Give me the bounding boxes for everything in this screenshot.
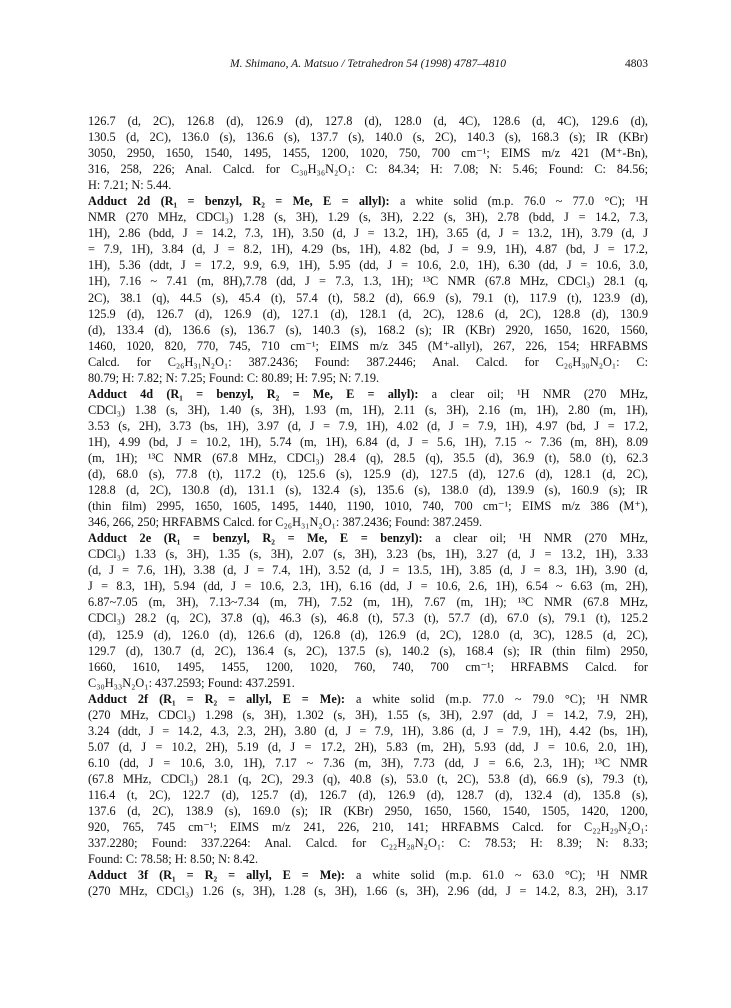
text-line	[88, 819, 648, 835]
line-text: (thin film) 2995, 1650, 1605, 1495, 1440, 1190, 1010, 740, 700 cm⁻¹; EIMS m/z 386 (M⁺),	[88, 499, 648, 514]
line-text: (d), 133.4 (d), 136.6 (s), 136.7 (s), 140.3 (s), 168.2 (s); IR (KBr) 2920, 1650, 1620, 1560,	[88, 322, 648, 337]
text-line	[88, 129, 648, 145]
compound-heading: Adduct 3f (R₁ = R₂ = allyl, E = Me):	[88, 868, 345, 883]
text-line	[88, 193, 648, 209]
page-number: 4803	[625, 58, 648, 70]
text-line	[88, 787, 648, 803]
text-line	[88, 562, 648, 578]
text-line	[88, 209, 648, 225]
compound-heading: Adduct 2f (R₁ = R₂ = allyl, E = Me):	[88, 691, 345, 706]
line-text: a clear oil; ¹H NMR (270 MHz,	[418, 386, 648, 401]
text-line	[88, 322, 648, 338]
line-text: 920, 765, 745 cm⁻¹; EIMS m/z 241, 226, 210, 141; HRFABMS Calcd. for C₂₂H₂₉N₂O₁:	[88, 820, 648, 835]
compound-heading: Adduct 4d (R₁ = benzyl, R₂ = Me, E = allyl):	[88, 386, 419, 401]
line-text: (270 MHz, CDCl₃) 1.26 (s, 3H), 1.28 (s, 3H), 1.66 (s, 3H), 2.96 (dd, J = 14.2, 8.3, 2H), 3.17	[88, 884, 648, 899]
line-text: (d), 68.0 (s), 77.8 (t), 117.2 (t), 125.6 (s), 125.9 (d), 127.5 (d), 127.6 (d), 128.1 (d, 2C),	[88, 467, 648, 482]
text-line	[88, 434, 648, 450]
text-line	[88, 546, 648, 562]
text-line	[88, 306, 648, 322]
text-line	[88, 659, 648, 675]
text-line	[88, 594, 648, 610]
text-line	[88, 530, 648, 546]
line-text: 80.79; H: 7.82; N: 7.25; Found: C: 80.89; H: 7.95; N: 7.19.	[88, 370, 380, 385]
line-text: 116.4 (t, 2C), 122.7 (d), 125.7 (d), 126.7 (d), 126.9 (d), 128.7 (d), 132.4 (d), 135.8 (s),	[88, 787, 648, 802]
text-line	[88, 145, 648, 161]
text-line	[88, 466, 648, 482]
text-line	[88, 177, 648, 193]
line-text: CDCl₃) 1.38 (s, 3H), 1.40 (s, 3H), 1.93 (m, 1H), 2.11 (s, 3H), 2.16 (m, 1H), 2.80 (m, 1H),	[88, 402, 648, 417]
text-line	[88, 675, 648, 691]
line-text: 126.7 (d, 2C), 126.8 (d), 126.9 (d), 127.8 (d), 128.0 (d, 4C), 128.6 (d, 4C), 129.6 (d),	[88, 114, 648, 128]
line-text: 1660, 1610, 1495, 1455, 1200, 1020, 760, 740, 700 cm⁻¹; HRFABMS Calcd. for	[88, 659, 648, 674]
line-text: (67.8 MHz, CDCl₃) 28.1 (q, 2C), 29.3 (q), 40.8 (s), 53.0 (t, 2C), 53.8 (d), 66.9 (s), 79.3 (t),	[88, 771, 648, 786]
line-text: 137.6 (d, 2C), 138.9 (s), 169.0 (s); IR (KBr) 2950, 1650, 1560, 1540, 1505, 1420, 1200,	[88, 804, 648, 819]
text-line	[88, 643, 648, 659]
line-text: H: 7.21; N: 5.44.	[88, 178, 172, 193]
line-text: (d, J = 7.6, 1H), 3.38 (d, J = 7.4, 1H), 3.52 (d, J = 13.5, 1H), 3.85 (d, J = 8.3, 1H), 3.90 (d,	[88, 563, 648, 578]
text-line	[88, 273, 648, 289]
text-line	[88, 514, 648, 530]
text-line	[88, 498, 648, 514]
line-text: 1460, 1020, 820, 770, 745, 710 cm⁻¹; EIMS m/z 345 (M⁺-allyl), 267, 226, 154; HRFABMS	[88, 338, 648, 353]
text-line	[88, 883, 648, 899]
line-text: (270 MHz, CDCl₃) 1.298 (s, 3H), 1.302 (s, 3H), 1.55 (s, 3H), 2.97 (dd, J = 14.2, 7.9, 2H),	[88, 707, 648, 722]
line-text: 1H), 2.86 (bdd, J = 14.2, 7.3, 1H), 3.50 (d, J = 13.2, 1H), 3.65 (d, J = 13.2, 1H), 3.79 (d, J	[88, 226, 648, 241]
text-line	[88, 691, 648, 707]
line-text: 3.24 (ddt, J = 14.2, 4.3, 2.3, 2H), 3.80 (d, J = 7.9, 1H), 3.86 (d, J = 7.9, 1H), 4.42 (bs, 1H),	[88, 723, 648, 738]
line-text: 337.2280; Found: 337.2264: Anal. Calcd. for C₂₂H₂₈N₂O₁: C: 78.53; H: 8.39; N: 8.33;	[88, 836, 648, 851]
line-text: 128.8 (d, 2C), 130.8 (d), 131.1 (s), 132.4 (s), 135.6 (s), 138.0 (d), 139.9 (s), 160.9 (s); IR	[88, 483, 648, 498]
line-text: 316, 258, 226; Anal. Calcd. for C₃₀H₃₆N₂O₁: C: 84.34; H: 7.08; N: 5.46; Found: C: 84.56;	[88, 162, 648, 177]
line-text: 1H), 5.36 (ddt, J = 17.2, 9.9, 6.9, 1H), 5.95 (dd, J = 10.6, 2.0, 1H), 6.30 (dd, J = 10.6, 3.0,	[88, 258, 648, 273]
text-line	[88, 482, 648, 498]
text-line	[88, 402, 648, 418]
running-head	[88, 58, 648, 74]
line-text: Found: C: 78.58; H: 8.50; N: 8.42.	[88, 852, 259, 867]
line-text: 346, 266, 250; HRFABMS Calcd. for C₂₆H₃₁N₂O₁: 387.2436; Found: 387.2459.	[88, 515, 483, 530]
text-line	[88, 338, 648, 354]
text-line	[88, 771, 648, 787]
line-text: 3050, 2950, 1650, 1540, 1495, 1455, 1200, 1020, 750, 700 cm⁻¹; EIMS m/z 421 (M⁺-Bn),	[88, 146, 648, 161]
text-line	[88, 610, 648, 626]
line-text: 130.5 (d, 2C), 136.0 (s), 136.6 (s), 137.7 (s), 140.0 (s, 2C), 140.3 (s), 168.3 (s); IR (KBr)	[88, 130, 648, 145]
line-text: 1H), 4.99 (bd, J = 10.2, 1H), 5.74 (m, 1H), 6.84 (d, J = 5.6, 1H), 7.15 ~ 7.36 (m, 8H), 8.09	[88, 434, 648, 449]
line-text: 125.9 (d), 126.7 (d), 126.9 (d), 127.1 (d), 128.1 (d, 2C), 128.6 (d, 2C), 128.8 (d), 130.9	[88, 306, 648, 321]
text-line	[88, 803, 648, 819]
text-line	[88, 418, 648, 434]
line-text: NMR (270 MHz, CDCl₃) 1.28 (s, 3H), 1.29 (s, 3H), 2.22 (s, 3H), 2.78 (bdd, J = 14.2, 7.3,	[88, 210, 648, 225]
text-line	[88, 257, 648, 273]
text-line	[88, 290, 648, 306]
experimental-text	[88, 113, 648, 899]
line-text: J = 8.3, 1H), 5.94 (dd, J = 10.6, 2.3, 1H), 6.16 (dd, J = 10.6, 2.6, 1H), 6.54 ~ 6.63 (m, 2H),	[88, 579, 648, 594]
compound-heading: Adduct 2d (R₁ = benzyl, R₂ = Me, E = allyl):	[88, 194, 390, 209]
line-text: 5.07 (d, J = 10.2, 2H), 5.19 (d, J = 17.2, 2H), 5.83 (m, 2H), 5.93 (dd, J = 10.6, 2.0, 1H),	[88, 739, 648, 754]
line-text: a white solid (m.p. 77.0 ~ 79.0 °C); ¹H NMR	[345, 691, 648, 706]
line-text: (m, 1H); ¹³C NMR (67.8 MHz, CDCl₃) 28.4 (q), 28.5 (q), 35.5 (d), 36.9 (t), 58.0 (t), 62.3	[88, 450, 648, 465]
running-title: M. Shimano, A. Matsuo / Tetrahedron 54 (1998) 4787–4810	[230, 58, 506, 70]
text-line	[88, 851, 648, 867]
text-line	[88, 707, 648, 723]
line-text: a white solid (m.p. 61.0 ~ 63.0 °C); ¹H NMR	[345, 868, 648, 883]
text-line	[88, 386, 648, 402]
text-line	[88, 450, 648, 466]
line-text: 6.10 (dd, J = 10.6, 3.0, 1H), 7.17 ~ 7.36 (m, 3H), 7.73 (dd, J = 6.6, 2.3, 1H); ¹³C NMR	[88, 755, 648, 770]
compound-heading: Adduct 2e (R₁ = benzyl, R₂ = Me, E = benzyl):	[88, 531, 423, 546]
text-line	[88, 739, 648, 755]
text-line	[88, 161, 648, 177]
line-text: (d), 125.9 (d), 126.0 (d), 126.6 (d), 126.8 (d), 126.9 (d, 2C), 128.0 (d, 3C), 128.5 (d, 2C),	[88, 627, 648, 642]
line-text: Calcd. for C₂₆H₃₁N₂O₁: 387.2436; Found: 387.2446; Anal. Calcd. for C₂₆H₃₀N₂O₁: C:	[88, 354, 648, 369]
line-text: a white solid (m.p. 76.0 ~ 77.0 °C); ¹H	[389, 194, 648, 209]
line-text: = 7.9, 1H), 3.84 (d, J = 8.2, 1H), 4.29 (bs, 1H), 4.82 (bd, J = 9.9, 1H), 4.87 (bd, J = 17.2,	[88, 242, 648, 257]
line-text: 6.87~7.05 (m, 3H), 7.13~7.34 (m, 7H), 7.52 (m, 1H), 7.67 (m, 1H); ¹³C NMR (67.8 MHz,	[88, 595, 648, 610]
text-line	[88, 755, 648, 771]
text-line	[88, 723, 648, 739]
line-text: a clear oil; ¹H NMR (270 MHz,	[422, 531, 648, 546]
text-line	[88, 354, 648, 370]
line-text: C₃₀H₃₃N₂O₁: 437.2593; Found: 437.2591.	[88, 675, 295, 690]
line-text: 2C), 38.1 (q), 44.5 (s), 45.4 (t), 57.4 (t), 58.2 (d), 66.9 (s), 79.1 (t), 117.9 (t), 123.9 (d),	[88, 290, 648, 305]
line-text: CDCl₃) 1.33 (s, 3H), 1.35 (s, 3H), 2.07 (s, 3H), 3.23 (bs, 1H), 3.27 (d, J = 13.2, 1H), 3.33	[88, 547, 648, 562]
text-line	[88, 225, 648, 241]
line-text: CDCl₃) 28.2 (q, 2C), 37.8 (q), 46.3 (s), 46.8 (t), 57.3 (t), 57.7 (d), 67.0 (s), 79.1 (t), 125.2	[88, 611, 648, 626]
text-line	[88, 113, 648, 129]
text-line	[88, 867, 648, 883]
text-line	[88, 578, 648, 594]
line-text: 3.53 (s, 2H), 3.73 (bs, 1H), 3.97 (d, J = 7.9, 1H), 4.02 (d, J = 7.9, 1H), 4.97 (bd, J = 17.2,	[88, 418, 648, 433]
text-line	[88, 627, 648, 643]
line-text: 129.7 (d), 130.7 (d, 2C), 136.4 (s, 2C), 137.5 (s), 140.2 (s), 168.4 (s); IR (thin film) 2950,	[88, 643, 648, 658]
text-line	[88, 835, 648, 851]
text-line	[88, 241, 648, 257]
text-line	[88, 370, 648, 386]
line-text: 1H), 7.16 ~ 7.41 (m, 8H),7.78 (dd, J = 7.3, 1.3, 1H); ¹³C NMR (67.8 MHz, CDCl₃) 28.1 (q,	[88, 274, 648, 289]
